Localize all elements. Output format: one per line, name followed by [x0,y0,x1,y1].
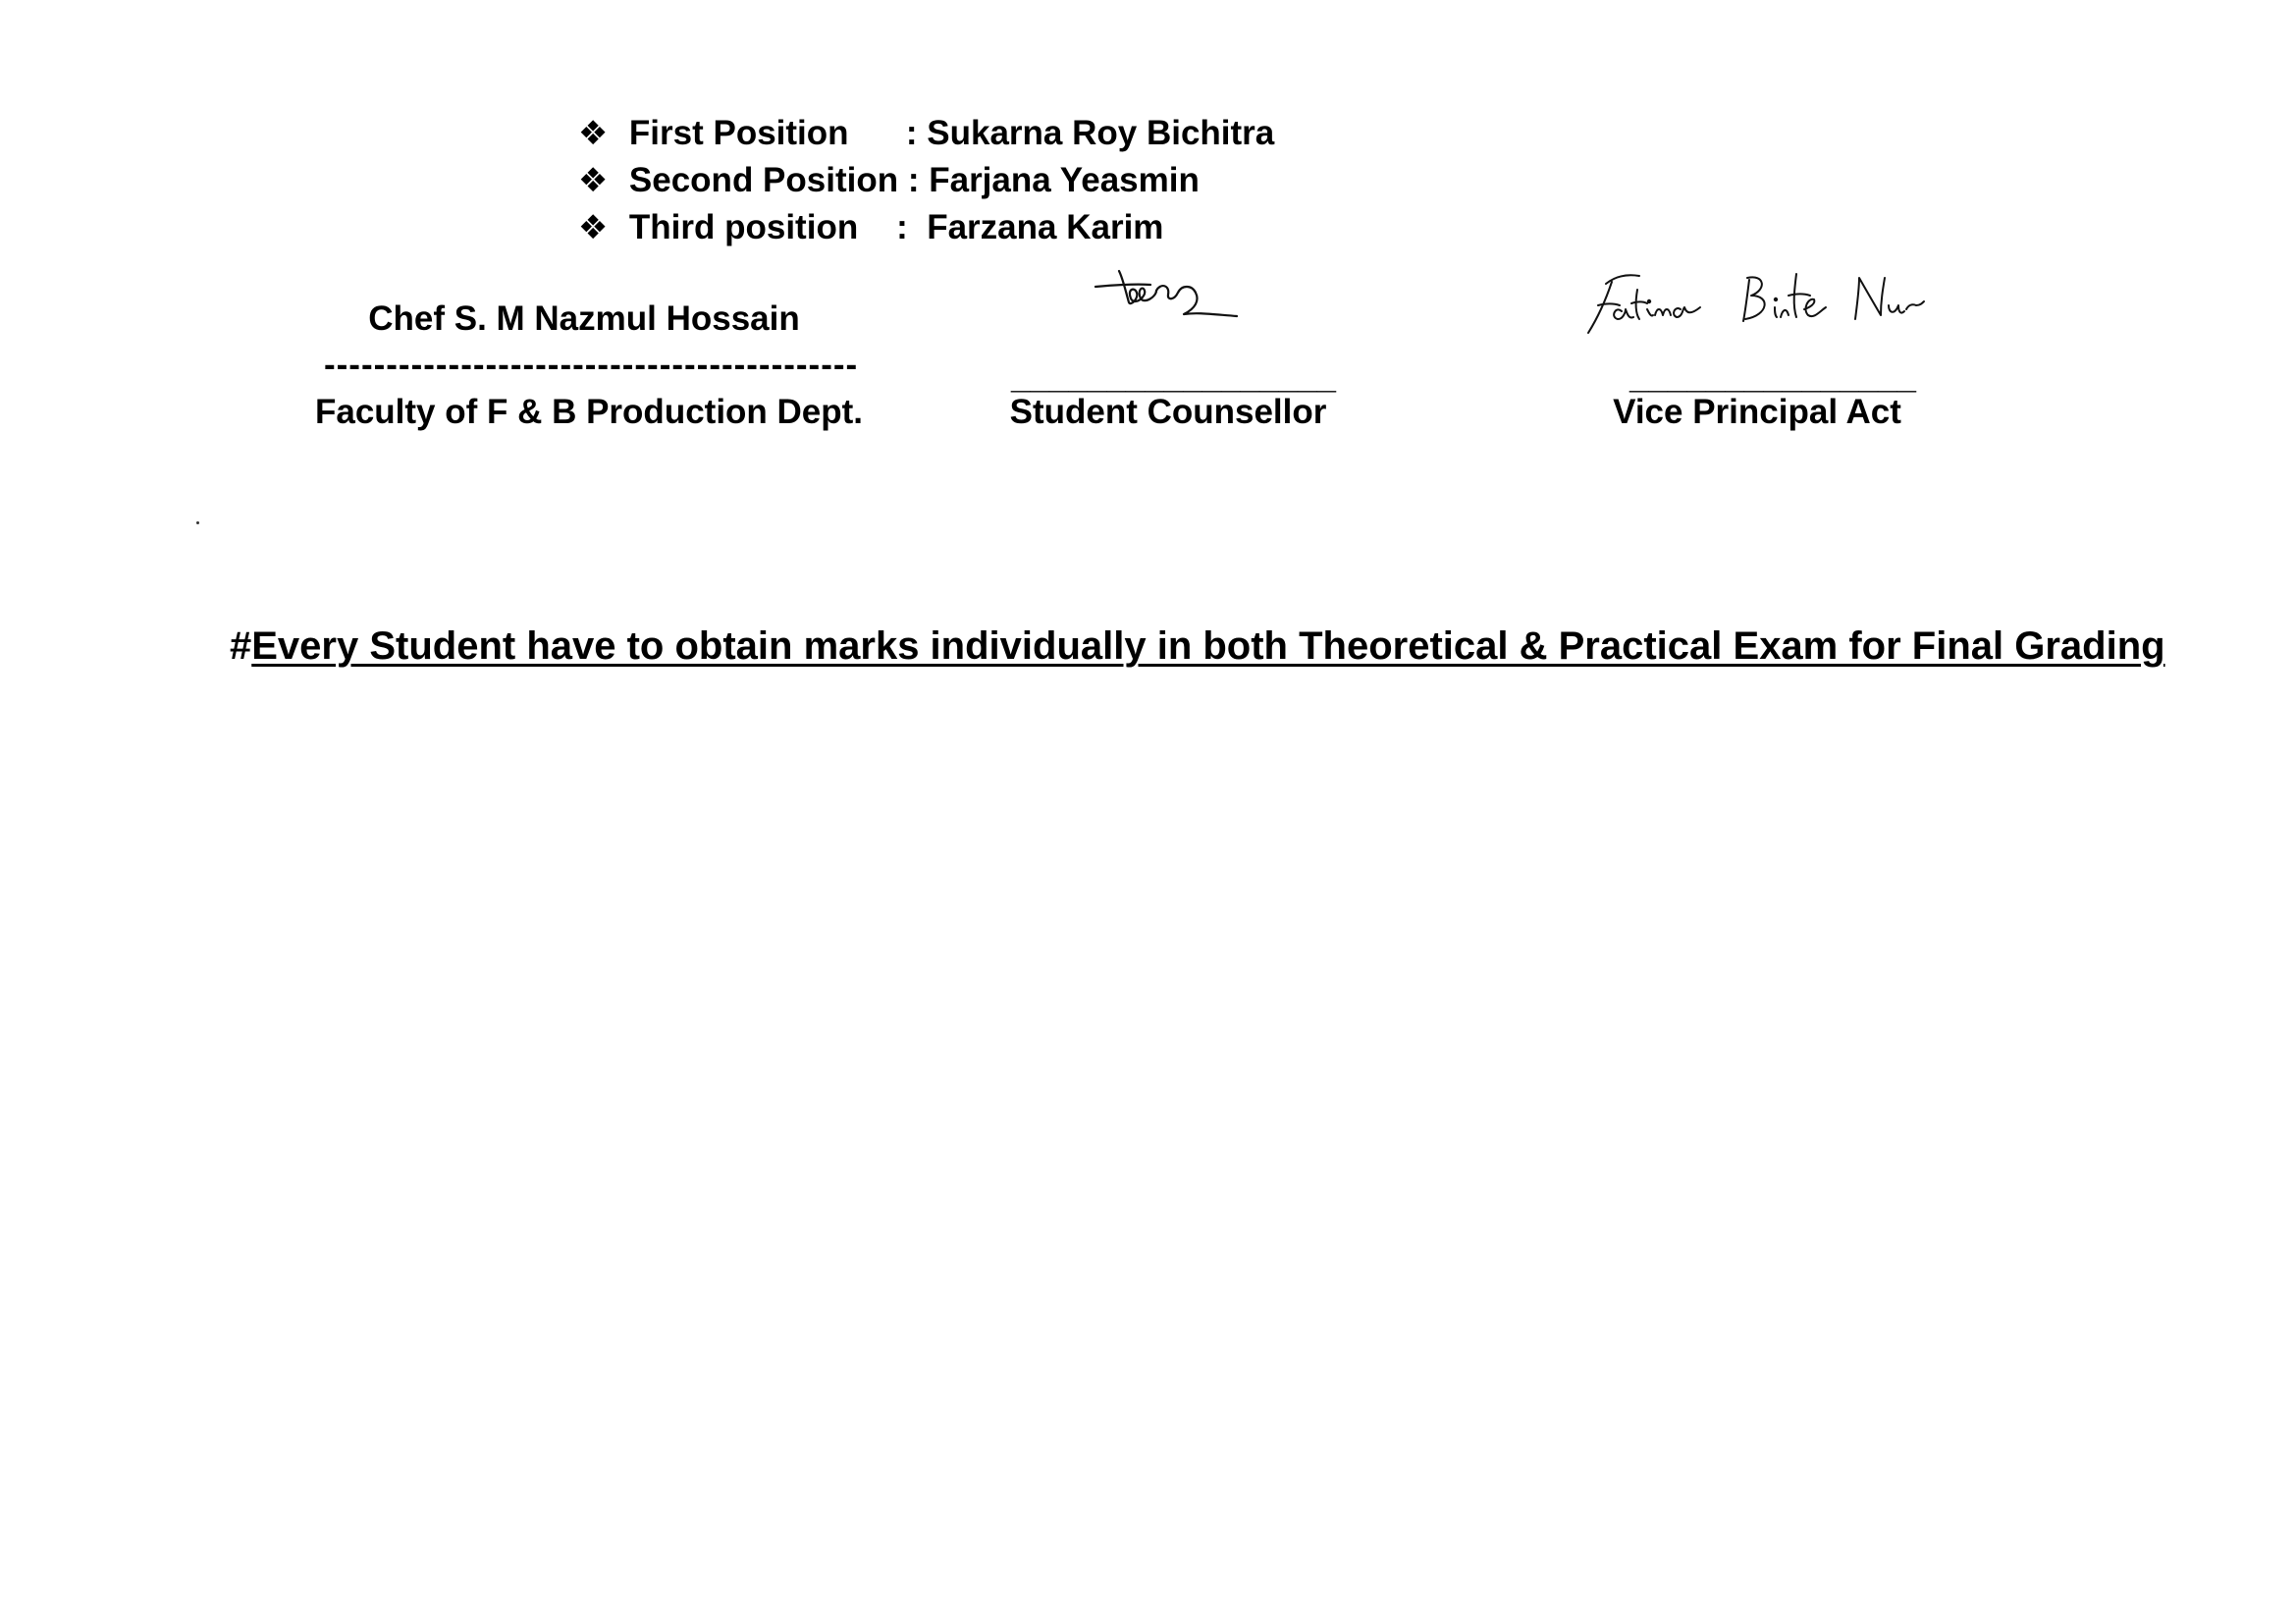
signatory-title: Faculty of F & B Production Dept. [314,393,864,431]
position-value: Farjana Yeasmin [929,161,1200,199]
stray-dot [196,521,199,524]
position-value: Sukarna Roy Bichitra [927,114,1275,152]
position-label: Third position [628,208,859,246]
vice-principal-signature-image [1582,260,1926,339]
counsellor-signature-image [1090,263,1247,330]
note-prefix: # [230,624,252,668]
position-separator: : [898,161,930,199]
signatory-title: Vice Principal Act [1613,393,1901,431]
position-label: Second Position [628,161,899,199]
signature-line: _______________ [1629,357,1916,396]
note-text: Every Student have to obtain marks individually in both Theoretical & Practical Exam for Final Grading [251,624,2165,668]
diamond-bullet-icon: ❖ [577,114,609,153]
signatory-title: Student Counsellor [1009,393,1327,431]
grading-note [230,623,2165,670]
position-label: First Position [628,114,849,152]
diamond-bullet-icon: ❖ [577,161,609,200]
signature-dash-line: ------------------------------------------- [324,346,859,384]
position-value: Farzana Karim [927,208,1164,246]
position-separator: : [858,208,928,246]
position-separator: : [848,114,928,152]
diamond-bullet-icon: ❖ [577,208,609,247]
signature-line: _________________ [1011,357,1336,396]
position-third [540,169,1163,287]
signatory-name: Chef S. M Nazmul Hossain [368,299,800,338]
